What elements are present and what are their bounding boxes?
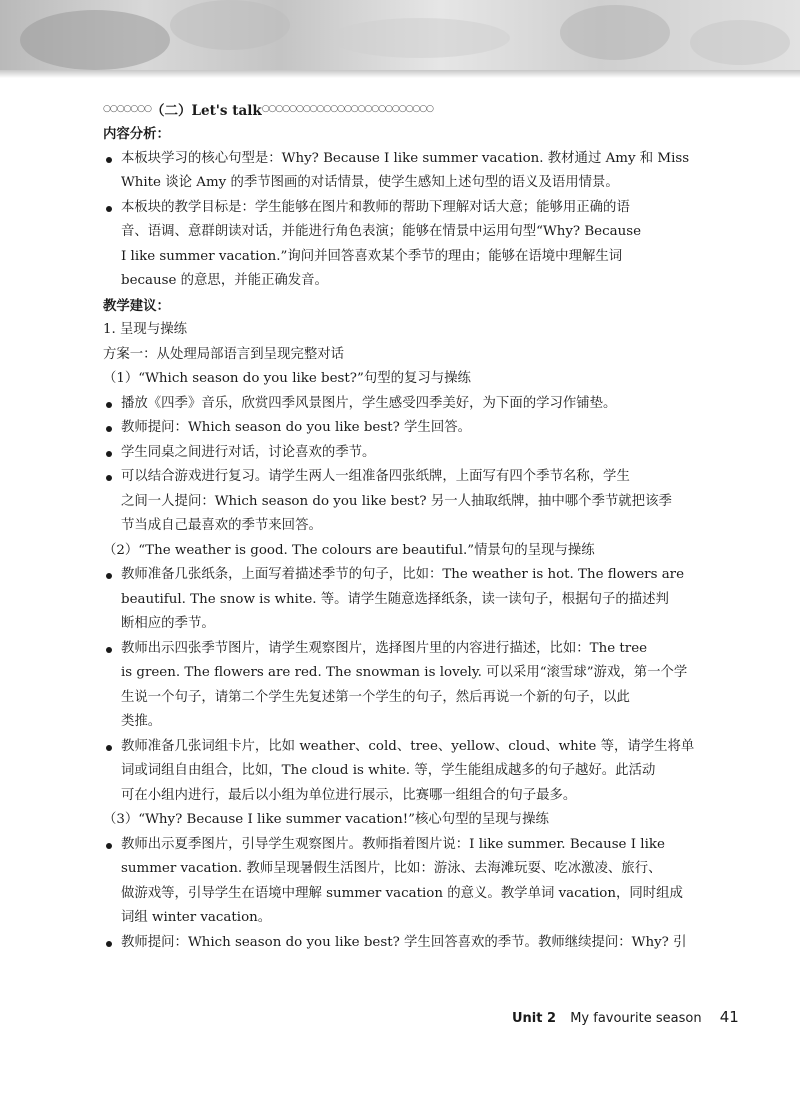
bullet-item <box>103 735 713 809</box>
text-line: 音、语调、意群朗读对话，并能进行角色表演；能够在情景中运用句型“Why? Because <box>121 224 642 239</box>
page-number: 41 <box>719 1008 739 1026</box>
bullet-item <box>103 465 713 539</box>
section-title: ○○○○○○○ （二）Let's talk ○○○○○○○○○○○○○○○○○○○○○○○○○ <box>103 103 434 119</box>
text-line: 词或词组自由组合，比如，The cloud is white. 等，学生能组成越多的句子越好。此活动 <box>121 763 656 778</box>
text-line: 词组 winter vacation。 <box>121 910 272 925</box>
text-line: 断相应的季节。 <box>121 616 215 631</box>
text-line: 生说一个句子，请第二个学生先复述第一个学生的句子，然后再说一个新的句子，以此 <box>121 689 630 705</box>
text-line: 教师准备几张纸条，上面写着描述季节的句子，比如：The weather is hot. The flowers are <box>103 563 713 588</box>
text-line: 本板块学习的核心句型是：Why? Because I like summer vacation. 教材通过 Amy 和 Miss <box>103 147 713 172</box>
text-line: 类推。 <box>121 714 162 729</box>
plan1-heading: 方案一：从处理局部语言到呈现完整对话 <box>103 346 345 362</box>
text-line: 之间一人提问：Which season do you like best? 另一人抽取纸牌，抽中哪个季节就把该季 <box>121 493 672 509</box>
text-line: 学生同桌之间进行对话，讨论喜欢的季节。 <box>103 441 713 466</box>
text-line: 教师准备几张词组卡片，比如 weather、cold、tree、yellow、cloud、white 等，请学生将单 <box>103 735 713 760</box>
bullet-item <box>103 416 713 441</box>
sub2-heading: （2）“The weather is good. The colours are beautiful.”情景句的呈现与操练 <box>103 542 595 558</box>
heading-suggestion: 教学建议： <box>103 297 170 314</box>
footer-topic: My favourite season <box>570 1011 702 1026</box>
heading-analysis: 内容分析： <box>103 126 170 142</box>
bullet-item <box>103 392 713 417</box>
text-line: 节当成自己最喜欢的季节来回答。 <box>121 518 322 533</box>
text-line: 做游戏等，引导学生在语境中理解 summer vacation 的意义。教学单词 vacation，同时组成 <box>121 885 683 901</box>
bullet-item <box>103 563 713 637</box>
text-line: summer vacation. 教师呈现暑假生活图片，比如：游泳、去海滩玩耍、吃冰激凌、旅行、 <box>121 861 662 876</box>
text-line: White 谈论 Amy 的季节图画的对话情景，使学生感知上述句型的语义及语用情景。 <box>121 175 619 190</box>
text-line: 播放《四季》音乐，欣赏四季风景图片，学生感受四季美好，为下面的学习作铺垫。 <box>103 392 713 417</box>
footer-unit: Unit 2 <box>512 1011 557 1026</box>
bullet-item <box>103 931 713 956</box>
part1-heading: 1. 呈现与操练 <box>103 322 187 337</box>
text-line: 教师出示四张季节图片，请学生观察图片，选择图片里的内容进行描述，比如：The tree <box>103 637 713 662</box>
page-footer <box>512 1008 739 1026</box>
analysis-list <box>103 147 713 294</box>
page-content <box>103 96 713 955</box>
text-line: beautiful. The snow is white. 等。请学生随意选择纸条，读一读句子，根据句子的描述判 <box>121 591 669 607</box>
sub3-list <box>103 833 713 956</box>
bullet-item <box>103 637 713 735</box>
text-line: 教师出示夏季图片，引导学生观察图片。教师指着图片说：I like summer. Because I like <box>103 833 713 858</box>
bullet-item <box>103 147 713 196</box>
header-banner-image <box>0 0 800 78</box>
text-line: 教师提问：Which season do you like best? 学生回答。 <box>103 416 713 441</box>
text-line: is green. The flowers are red. The snowman is lovely. 可以采用“滚雪球”游戏，第一个学 <box>121 665 688 680</box>
bullet-item <box>103 441 713 466</box>
sub3-heading: （3）“Why? Because I like summer vacation!”核心句型的呈现与操练 <box>103 812 549 827</box>
bullet-item <box>103 833 713 931</box>
text-line: 可在小组内进行，最后以小组为单位进行展示，比赛哪一组组合的句子最多。 <box>121 787 577 803</box>
text-line: because 的意思，并能正确发音。 <box>121 273 328 288</box>
sub1-heading: （1）“Which season do you like best?”句型的复习与操练 <box>103 371 471 386</box>
sub1-list <box>103 392 713 539</box>
text-line: 可以结合游戏进行复习。请学生两人一组准备四张纸牌，上面写有四个季节名称，学生 <box>103 465 713 490</box>
text-line: 教师提问：Which season do you like best? 学生回答喜欢的季节。教师继续提问：Why? 引 <box>103 931 713 956</box>
text-line: I like summer vacation.”询问并回答喜欢某个季节的理由；能够在语境中理解生词 <box>121 248 623 264</box>
sub2-list <box>103 563 713 808</box>
text-line: 本板块的教学目标是：学生能够在图片和教师的帮助下理解对话大意；能够用正确的语 <box>103 196 713 221</box>
bullet-item <box>103 196 713 294</box>
